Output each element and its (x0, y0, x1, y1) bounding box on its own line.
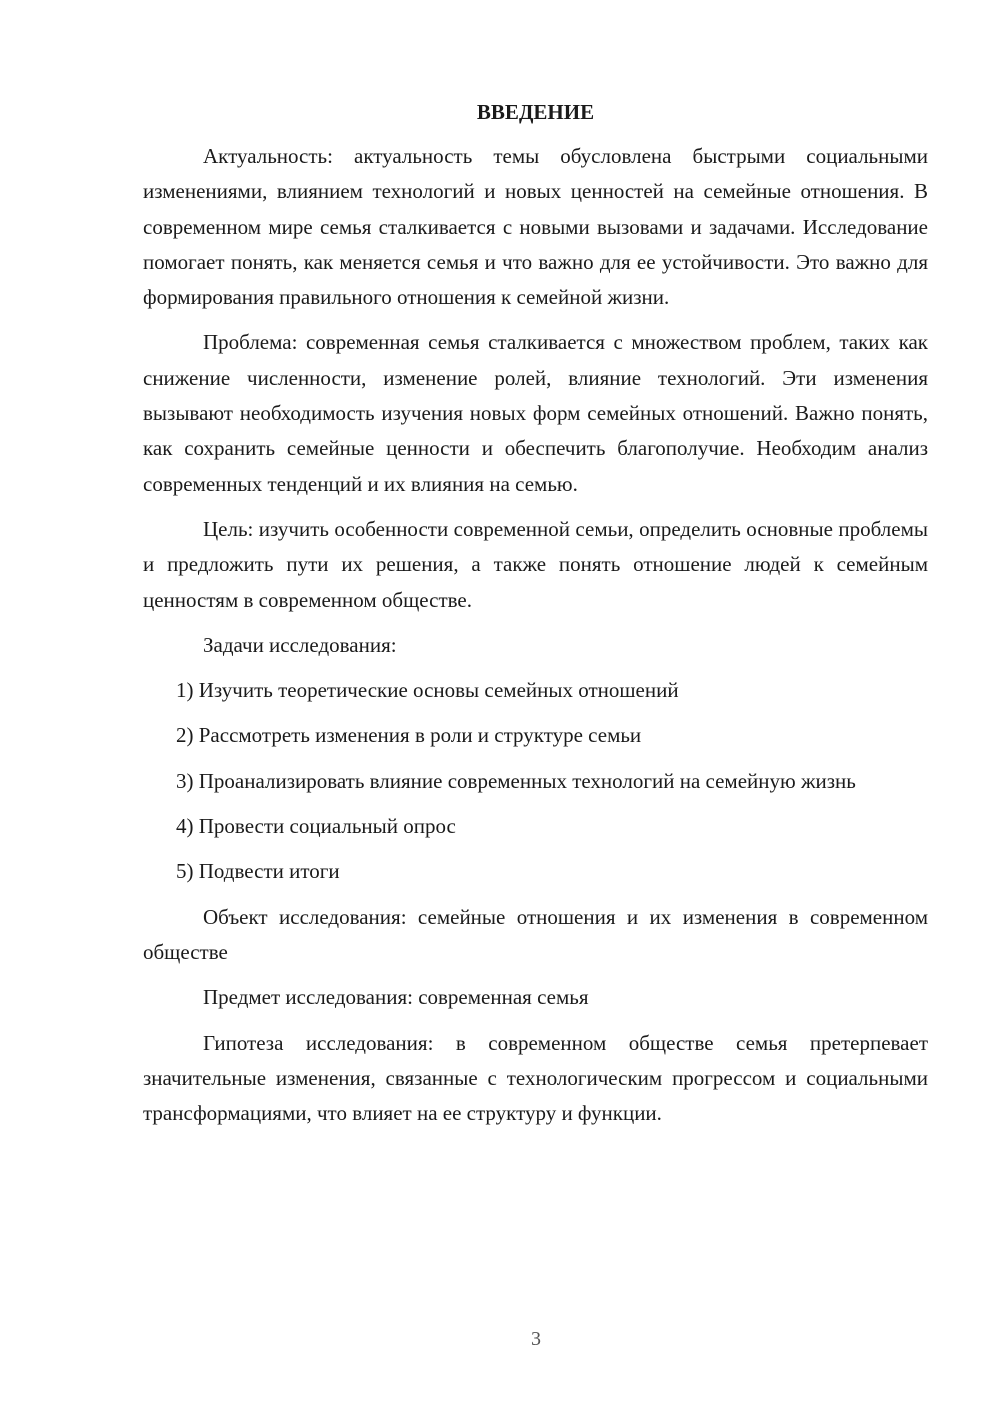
section-title: ВВЕДЕНИЕ (476, 100, 595, 124)
task-item: 2) Рассмотреть изменения в роли и структуре семьи (176, 723, 642, 748)
paragraph-hypothesis: Гипотеза исследования: в современном обществе семья претерпевает значительные изменения, связанные с технологическим прогрессом и социальными трансформациями, что влияет на ее структуру и функции. (143, 1030, 928, 1126)
document-page (143, 96, 928, 1141)
page-number: 3 (531, 1328, 541, 1350)
paragraph-problem: Проблема: современная семья сталкивается с множеством проблем, таких как снижение численности, изменение ролей, влияние технологий. Эти изменения вызывают необходимость изучения новых форм семейных отношений. Важно понять, как сохранить семейные ценности и обеспечить благополучие. Необходим анализ современных тенденций и их влияния на семью. (143, 330, 928, 496)
tasks-heading: Задачи исследования: (203, 632, 397, 657)
task-item: 4) Провести социальный опрос (176, 814, 456, 839)
paragraph-actuality: Актуальность: актуальность темы обусловлена быстрыми социальными изменениями, влиянием технологий и новых ценностей на семейные отношения. В современном мире семья сталкивается с новыми вызовами и задачами. Исследование помогает понять, как меняется семья и что важно для ее устойчивости. Это важно для формирования правильного отношения к семейной жизни. (143, 144, 928, 310)
tasks-list (143, 673, 928, 889)
task-item: 5) Подвести итоги (176, 859, 340, 884)
paragraph-object: Объект исследования: семейные отношения и их изменения в современном обществе (143, 904, 928, 964)
paragraph-subject: Предмет исследования: современная семья (203, 985, 589, 1010)
task-item: 1) Изучить теоретические основы семейных отношений (176, 678, 679, 703)
task-item: 3) Проанализировать влияние современных технологий на семейную жизнь (176, 768, 856, 793)
paragraph-goal: Цель: изучить особенности современной семьи, определить основные проблемы и предложить пути их решения, а также понять отношение людей к семейным ценностям в современном обществе. (143, 516, 928, 612)
